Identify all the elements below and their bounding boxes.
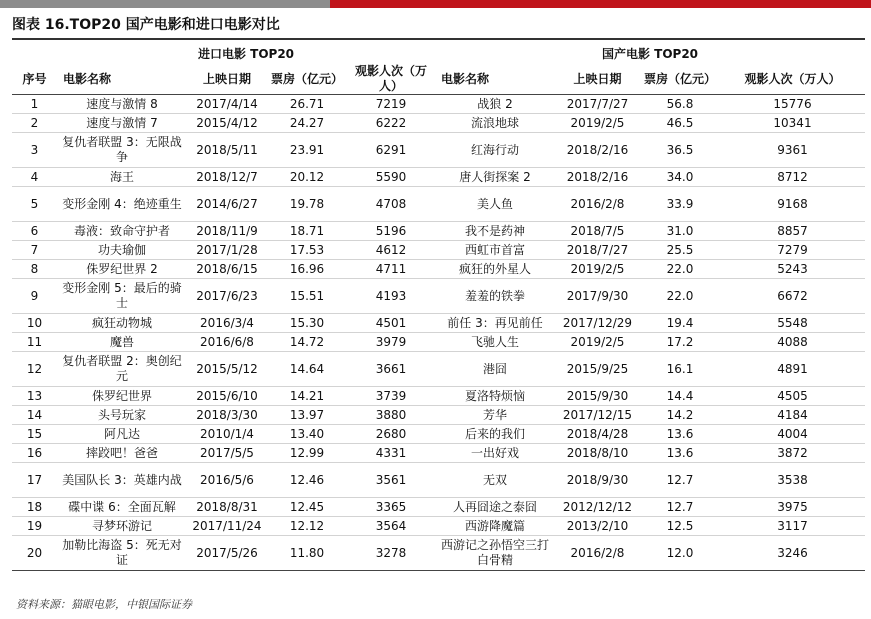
imp-date-cell: 2017/5/26 [187,536,267,571]
col-header-rank: 序号 [12,64,57,95]
imp-viewers-cell: 6222 [347,114,435,133]
col-header-dom-date: 上映日期 [555,64,640,95]
rank-cell: 7 [12,241,57,260]
imp-boxoffice-cell: 13.40 [267,425,347,444]
imp-boxoffice-cell: 12.45 [267,498,347,517]
imp-boxoffice-cell: 14.21 [267,387,347,406]
rank-cell: 16 [12,444,57,463]
rank-cell: 13 [12,387,57,406]
dom-date-cell: 2019/2/5 [555,114,640,133]
imp-viewers-cell: 4612 [347,241,435,260]
dom-viewers-cell: 9361 [720,133,865,168]
top-bar-red-segment [330,0,871,8]
imp-name-cell: 毒液：致命守护者 [57,222,187,241]
dom-viewers-cell: 8712 [720,168,865,187]
dom-date-cell: 2017/12/29 [555,314,640,333]
imp-viewers-cell: 4501 [347,314,435,333]
dom-viewers-cell: 4505 [720,387,865,406]
rank-cell: 18 [12,498,57,517]
dom-name-cell: 飞驰人生 [435,333,555,352]
dom-viewers-cell: 4088 [720,333,865,352]
dom-viewers-cell: 3872 [720,444,865,463]
table-row [12,444,865,463]
imp-viewers-cell: 4193 [347,279,435,314]
imp-name-cell: 功夫瑜伽 [57,241,187,260]
table-row [12,387,865,406]
imp-name-cell: 复仇者联盟 2：奥创纪元 [57,352,187,387]
dom-boxoffice-cell: 14.4 [640,387,720,406]
table-row [12,114,865,133]
imp-date-cell: 2016/6/8 [187,333,267,352]
rank-cell: 12 [12,352,57,387]
dom-boxoffice-cell: 12.7 [640,498,720,517]
dom-name-cell: 羞羞的铁拳 [435,279,555,314]
dom-date-cell: 2017/12/15 [555,406,640,425]
imp-viewers-cell: 2680 [347,425,435,444]
imp-viewers-cell: 6291 [347,133,435,168]
table-row [12,352,865,387]
col-header-imp-viewers: 观影人次（万人） [347,64,435,95]
dom-name-cell: 唐人街探案 2 [435,168,555,187]
table-row [12,133,865,168]
imp-date-cell: 2016/3/4 [187,314,267,333]
dom-date-cell: 2016/2/8 [555,187,640,222]
dom-viewers-cell: 3538 [720,463,865,498]
imp-viewers-cell: 3739 [347,387,435,406]
rank-cell: 14 [12,406,57,425]
dom-boxoffice-cell: 22.0 [640,260,720,279]
imp-name-cell: 头号玩家 [57,406,187,425]
rank-cell: 17 [12,463,57,498]
dom-boxoffice-cell: 17.2 [640,333,720,352]
imp-viewers-cell: 4708 [347,187,435,222]
imp-viewers-cell: 3880 [347,406,435,425]
imp-date-cell: 2014/6/27 [187,187,267,222]
imp-name-cell: 阿凡达 [57,425,187,444]
dom-name-cell: 红海行动 [435,133,555,168]
imp-date-cell: 2017/4/14 [187,95,267,114]
dom-boxoffice-cell: 14.2 [640,406,720,425]
dom-date-cell: 2015/9/25 [555,352,640,387]
dom-date-cell: 2017/7/27 [555,95,640,114]
dom-viewers-cell: 6672 [720,279,865,314]
dom-viewers-cell: 9168 [720,187,865,222]
imp-boxoffice-cell: 12.46 [267,463,347,498]
dom-boxoffice-cell: 31.0 [640,222,720,241]
table-row [12,95,865,114]
col-header-dom-viewers: 观影人次（万人） [720,64,865,95]
rank-cell: 8 [12,260,57,279]
rank-cell: 20 [12,536,57,571]
imp-date-cell: 2017/11/24 [187,517,267,536]
col-header-imp-date: 上映日期 [187,64,267,95]
dom-boxoffice-cell: 12.5 [640,517,720,536]
imp-boxoffice-cell: 23.91 [267,133,347,168]
group-header-spacer [12,44,57,64]
top-bar-grey-segment [0,0,330,8]
imp-boxoffice-cell: 20.12 [267,168,347,187]
top-color-bar [0,0,871,8]
dom-date-cell: 2018/9/30 [555,463,640,498]
imp-boxoffice-cell: 15.51 [267,279,347,314]
dom-boxoffice-cell: 13.6 [640,444,720,463]
column-header-row [12,64,865,95]
dom-name-cell: 我不是药神 [435,222,555,241]
rank-cell: 15 [12,425,57,444]
dom-viewers-cell: 10341 [720,114,865,133]
dom-boxoffice-cell: 46.5 [640,114,720,133]
rank-cell: 6 [12,222,57,241]
imp-date-cell: 2010/1/4 [187,425,267,444]
imp-name-cell: 摔跤吧！爸爸 [57,444,187,463]
imp-boxoffice-cell: 17.53 [267,241,347,260]
imp-date-cell: 2016/5/6 [187,463,267,498]
table-row [12,517,865,536]
dom-boxoffice-cell: 34.0 [640,168,720,187]
dom-boxoffice-cell: 33.9 [640,187,720,222]
dom-boxoffice-cell: 13.6 [640,425,720,444]
group-header-domestic: 国产电影 TOP20 [601,46,699,61]
imp-boxoffice-cell: 11.80 [267,536,347,571]
dom-viewers-cell: 4004 [720,425,865,444]
dom-viewers-cell: 3246 [720,536,865,571]
imp-date-cell: 2018/3/30 [187,406,267,425]
dom-viewers-cell: 3117 [720,517,865,536]
imp-boxoffice-cell: 13.97 [267,406,347,425]
dom-viewers-cell: 7279 [720,241,865,260]
imp-viewers-cell: 3365 [347,498,435,517]
dom-date-cell: 2012/12/12 [555,498,640,517]
dom-date-cell: 2019/2/5 [555,260,640,279]
imp-date-cell: 2015/5/12 [187,352,267,387]
imp-boxoffice-cell: 12.12 [267,517,347,536]
imp-name-cell: 海王 [57,168,187,187]
imp-viewers-cell: 4711 [347,260,435,279]
dom-name-cell: 人再囧途之泰囧 [435,498,555,517]
table-row [12,333,865,352]
imp-name-cell: 疯狂动物城 [57,314,187,333]
imp-date-cell: 2017/6/23 [187,279,267,314]
title-rule [12,38,865,40]
dom-boxoffice-cell: 16.1 [640,352,720,387]
dom-date-cell: 2019/2/5 [555,333,640,352]
dom-date-cell: 2016/2/8 [555,536,640,571]
dom-viewers-cell: 4184 [720,406,865,425]
dom-name-cell: 美人鱼 [435,187,555,222]
imp-viewers-cell: 5196 [347,222,435,241]
dom-date-cell: 2018/4/28 [555,425,640,444]
table-row [12,463,865,498]
imp-viewers-cell: 3561 [347,463,435,498]
group-header-imported: 进口电影 TOP20 [197,46,295,61]
figure-title: 图表 16.TOP20 国产电影和进口电影对比 [12,17,280,33]
dom-name-cell: 西游记之孙悟空三打白骨精 [435,536,555,571]
dom-date-cell: 2018/2/16 [555,168,640,187]
dom-name-cell: 无双 [435,463,555,498]
imp-viewers-cell: 3564 [347,517,435,536]
imp-boxoffice-cell: 19.78 [267,187,347,222]
box-office-table [12,44,865,571]
table-row [12,241,865,260]
rank-cell: 9 [12,279,57,314]
dom-viewers-cell: 5548 [720,314,865,333]
dom-name-cell: 港囧 [435,352,555,387]
imp-name-cell: 变形金刚 4：绝迹重生 [57,187,187,222]
rank-cell: 11 [12,333,57,352]
table-row [12,168,865,187]
imp-name-cell: 速度与激情 8 [57,95,187,114]
imp-viewers-cell: 3661 [347,352,435,387]
imp-name-cell: 复仇者联盟 3：无限战争 [57,133,187,168]
table-row [12,187,865,222]
dom-date-cell: 2018/7/27 [555,241,640,260]
dom-name-cell: 一出好戏 [435,444,555,463]
group-header-row [12,44,865,64]
imp-boxoffice-cell: 24.27 [267,114,347,133]
dom-name-cell: 疯狂的外星人 [435,260,555,279]
dom-boxoffice-cell: 12.7 [640,463,720,498]
imp-name-cell: 加勒比海盗 5：死无对证 [57,536,187,571]
imp-boxoffice-cell: 14.64 [267,352,347,387]
imp-date-cell: 2015/4/12 [187,114,267,133]
dom-name-cell: 芳华 [435,406,555,425]
imp-viewers-cell: 7219 [347,95,435,114]
col-header-dom-boxoffice: 票房（亿元） [640,64,720,95]
rank-cell: 5 [12,187,57,222]
dom-date-cell: 2015/9/30 [555,387,640,406]
rank-cell: 19 [12,517,57,536]
imp-boxoffice-cell: 14.72 [267,333,347,352]
dom-boxoffice-cell: 25.5 [640,241,720,260]
imp-date-cell: 2018/8/31 [187,498,267,517]
imp-boxoffice-cell: 18.71 [267,222,347,241]
dom-date-cell: 2017/9/30 [555,279,640,314]
imp-boxoffice-cell: 15.30 [267,314,347,333]
rank-cell: 2 [12,114,57,133]
imp-boxoffice-cell: 26.71 [267,95,347,114]
imp-name-cell: 侏罗纪世界 2 [57,260,187,279]
imp-name-cell: 寻梦环游记 [57,517,187,536]
imp-boxoffice-cell: 16.96 [267,260,347,279]
dom-name-cell: 流浪地球 [435,114,555,133]
imp-viewers-cell: 4331 [347,444,435,463]
imp-date-cell: 2018/11/9 [187,222,267,241]
table-row [12,279,865,314]
table-row [12,536,865,571]
imp-name-cell: 魔兽 [57,333,187,352]
table-row [12,498,865,517]
dom-viewers-cell: 8857 [720,222,865,241]
imp-date-cell: 2015/6/10 [187,387,267,406]
table-row [12,222,865,241]
table-row [12,314,865,333]
dom-name-cell: 西虹市首富 [435,241,555,260]
imp-boxoffice-cell: 12.99 [267,444,347,463]
imp-date-cell: 2018/5/11 [187,133,267,168]
imp-name-cell: 速度与激情 7 [57,114,187,133]
imp-date-cell: 2018/6/15 [187,260,267,279]
imp-date-cell: 2017/5/5 [187,444,267,463]
rank-cell: 3 [12,133,57,168]
dom-name-cell: 战狼 2 [435,95,555,114]
dom-boxoffice-cell: 19.4 [640,314,720,333]
rank-cell: 4 [12,168,57,187]
imp-viewers-cell: 5590 [347,168,435,187]
rank-cell: 10 [12,314,57,333]
dom-name-cell: 后来的我们 [435,425,555,444]
dom-name-cell: 西游降魔篇 [435,517,555,536]
imp-name-cell: 变形金刚 5：最后的骑士 [57,279,187,314]
table-row [12,260,865,279]
dom-boxoffice-cell: 36.5 [640,133,720,168]
rank-cell: 1 [12,95,57,114]
dom-viewers-cell: 4891 [720,352,865,387]
table-row [12,406,865,425]
dom-boxoffice-cell: 12.0 [640,536,720,571]
col-header-imp-name: 电影名称 [57,64,187,95]
imp-name-cell: 侏罗纪世界 [57,387,187,406]
dom-boxoffice-cell: 56.8 [640,95,720,114]
imp-viewers-cell: 3979 [347,333,435,352]
dom-name-cell: 前任 3：再见前任 [435,314,555,333]
dom-boxoffice-cell: 22.0 [640,279,720,314]
imp-name-cell: 美国队长 3：英雄内战 [57,463,187,498]
table-row [12,425,865,444]
dom-viewers-cell: 3975 [720,498,865,517]
col-header-dom-name: 电影名称 [435,64,555,95]
imp-date-cell: 2017/1/28 [187,241,267,260]
dom-date-cell: 2013/2/10 [555,517,640,536]
dom-name-cell: 夏洛特烦恼 [435,387,555,406]
table-body [12,95,865,571]
dom-date-cell: 2018/8/10 [555,444,640,463]
col-header-imp-boxoffice: 票房（亿元） [267,64,347,95]
dom-viewers-cell: 5243 [720,260,865,279]
dom-date-cell: 2018/7/5 [555,222,640,241]
imp-date-cell: 2018/12/7 [187,168,267,187]
imp-name-cell: 碟中谍 6：全面瓦解 [57,498,187,517]
source-note: 资料来源：猫眼电影，中银国际证券 [16,598,192,611]
dom-viewers-cell: 15776 [720,95,865,114]
imp-viewers-cell: 3278 [347,536,435,571]
dom-date-cell: 2018/2/16 [555,133,640,168]
